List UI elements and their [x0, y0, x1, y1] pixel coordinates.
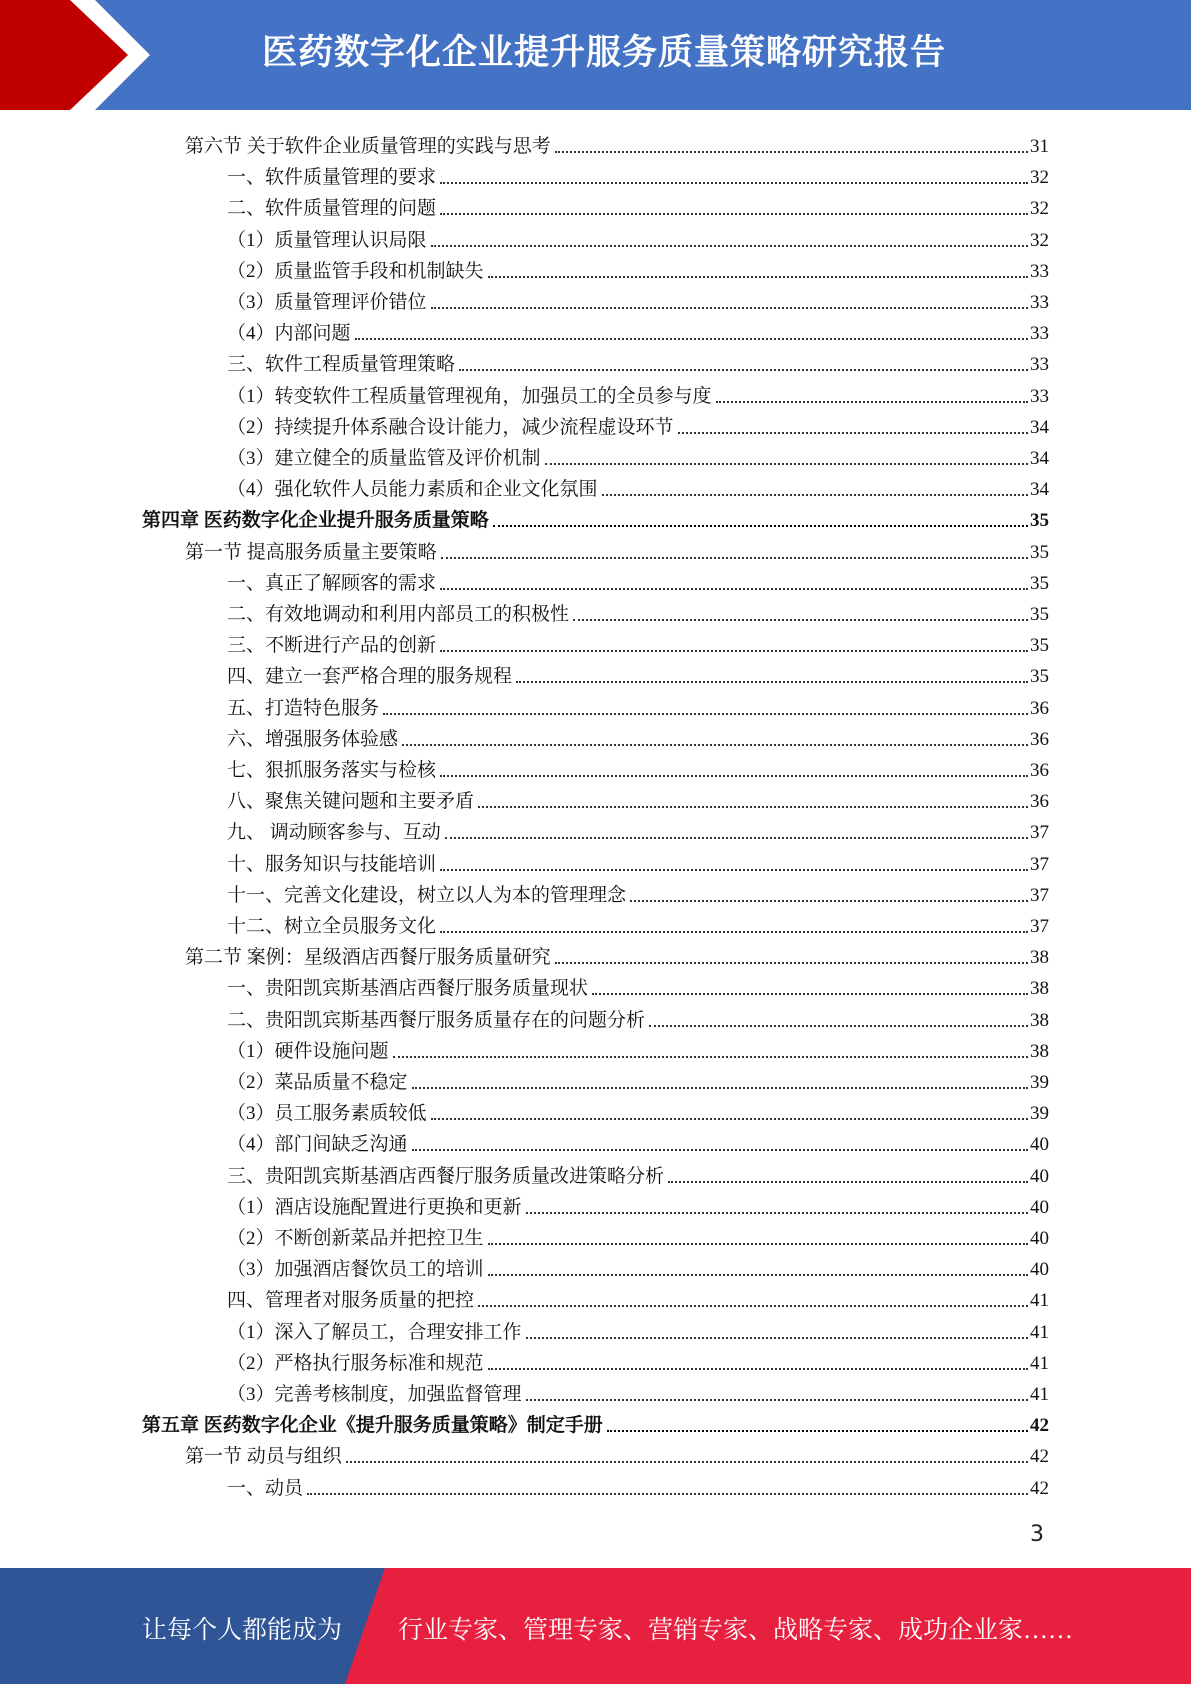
toc-entry-page: 32	[1030, 229, 1049, 251]
toc-leader-dots	[441, 557, 1028, 559]
toc-leader-dots	[440, 931, 1028, 933]
toc-leader-dots	[668, 1181, 1028, 1183]
toc-entry-title: （3）加强酒店餐饮员工的培训	[227, 1259, 484, 1281]
toc-leader-dots	[493, 525, 1028, 527]
toc-entry-title: （2）质量监管手段和机制缺失	[227, 260, 484, 282]
toc-entry-title: 七、狠抓服务落实与检核	[227, 760, 437, 781]
toc-entry-title: 第六节 关于软件企业质量管理的实践与思考	[185, 136, 551, 157]
toc-entry[interactable]	[227, 1220, 1049, 1251]
toc-entry[interactable]	[227, 253, 1049, 284]
toc-entry[interactable]	[227, 1189, 1049, 1220]
toc-entry-title: （1）硬件设施问题	[227, 1040, 389, 1062]
toc-leader-dots	[478, 1305, 1028, 1307]
toc-leader-dots	[555, 962, 1028, 964]
toc-entry-title: 十二、树立全员服务文化	[227, 916, 437, 937]
toc-entry-page: 42	[1030, 1415, 1049, 1437]
page-number: 3	[1030, 1522, 1044, 1547]
toc-entry-page: 40	[1030, 1259, 1049, 1281]
toc-entry[interactable]	[227, 1345, 1049, 1376]
toc-entry[interactable]	[227, 190, 1049, 221]
toc-entry-title: 一、真正了解顾客的需求	[227, 572, 437, 594]
toc-entry[interactable]	[227, 1033, 1049, 1064]
toc-entry-title: 三、不断进行产品的创新	[227, 635, 437, 657]
toc-entry-page: 42	[1030, 1446, 1049, 1468]
toc-leader-dots	[716, 401, 1028, 403]
toc-entry-title: 三、贵阳凯宾斯基酒店西餐厅服务质量改进策略分析	[227, 1165, 665, 1187]
toc-entry[interactable]	[185, 534, 1049, 565]
toc-entry-title: （4）强化软件人员能力素质和企业文化氛围	[227, 479, 598, 501]
toc-entry-page: 42	[1030, 1477, 1049, 1499]
toc-leader-dots	[516, 681, 1028, 683]
toc-entry-title: 第五章 医药数字化企业《提升服务质量策略》制定手册	[142, 1415, 603, 1437]
toc-entry[interactable]	[227, 565, 1049, 596]
toc-entry-page: 33	[1030, 292, 1049, 313]
toc-entry-page: 33	[1030, 385, 1049, 407]
toc-entry-page: 36	[1030, 728, 1049, 750]
toc-leader-dots	[526, 1212, 1028, 1214]
toc-entry-title: （2）严格执行服务标准和规范	[227, 1352, 484, 1374]
toc-leader-dots	[602, 494, 1028, 496]
toc-entry-page: 35	[1030, 666, 1049, 688]
toc-entry-page: 40	[1030, 1228, 1049, 1249]
toc-entry-page: 35	[1030, 604, 1049, 625]
toc-leader-dots	[346, 1461, 1028, 1463]
toc-entry[interactable]	[185, 939, 1049, 970]
toc-leader-dots	[678, 432, 1028, 434]
toc-entry-title: （3）员工服务素质较低	[227, 1103, 427, 1125]
toc-leader-dots	[445, 837, 1028, 839]
toc-entry[interactable]	[227, 908, 1049, 939]
page-header	[0, 0, 1191, 110]
toc-entry-title: 二、贵阳凯宾斯基西餐厅服务质量存在的问题分析	[227, 1009, 646, 1031]
toc-entry-title: （1）酒店设施配置进行更换和更新	[227, 1196, 522, 1218]
toc-entry-page: 34	[1030, 416, 1049, 438]
footer-slogan-left: 让每个人都能成为	[142, 1617, 343, 1644]
toc-entry[interactable]	[227, 440, 1049, 471]
toc-leader-dots	[459, 369, 1028, 371]
toc-entry-page: 33	[1030, 354, 1049, 376]
toc-entry-title: （2）不断创新菜品并把控卫生	[227, 1228, 484, 1249]
toc-entry-title: （4）部门间缺乏沟通	[227, 1134, 408, 1156]
toc-entry-page: 41	[1030, 1290, 1049, 1312]
toc-entry-title: （1）深入了解员工，合理安排工作	[227, 1321, 522, 1343]
toc-entry-title: （2）菜品质量不稳定	[227, 1072, 408, 1093]
toc-entry[interactable]	[227, 1095, 1049, 1126]
toc-entry-title: 一、动员	[227, 1477, 304, 1499]
toc-leader-dots	[431, 245, 1028, 247]
toc-leader-dots	[488, 276, 1028, 278]
toc-leader-dots	[545, 463, 1028, 465]
toc-entry-page: 33	[1030, 323, 1049, 345]
toc-entry[interactable]	[227, 1158, 1049, 1189]
toc-entry-title: 四、建立一套严格合理的服务规程	[227, 666, 513, 688]
toc-leader-dots	[307, 1493, 1028, 1495]
toc-entry-title: 五、打造特色服务	[227, 697, 380, 719]
toc-leader-dots	[592, 993, 1028, 995]
toc-entry[interactable]	[227, 658, 1049, 689]
toc-entry[interactable]	[227, 877, 1049, 908]
toc-entry[interactable]	[142, 1407, 1049, 1438]
toc-entry-page: 32	[1030, 198, 1049, 220]
toc-leader-dots	[440, 775, 1028, 777]
toc-entry[interactable]	[227, 1064, 1049, 1095]
toc-leader-dots	[488, 1274, 1028, 1276]
header-title: 医药数字化企业提升服务质量策略研究报告	[262, 33, 947, 73]
toc-leader-dots	[440, 588, 1028, 590]
toc-leader-dots	[607, 1430, 1028, 1432]
toc-entry-page: 34	[1030, 479, 1049, 501]
toc-entry[interactable]	[227, 1376, 1049, 1407]
toc-entry-title: 四、管理者对服务质量的把控	[227, 1290, 475, 1312]
toc-leader-dots	[431, 307, 1028, 309]
toc-entry[interactable]	[227, 409, 1049, 440]
toc-entry-title: （2）持续提升体系融合设计能力，减少流程虚设环节	[227, 416, 674, 438]
toc-entry-page: 39	[1030, 1072, 1049, 1093]
toc-leader-dots	[526, 1399, 1028, 1401]
toc-entry-title: 二、软件质量管理的问题	[227, 198, 437, 220]
toc-entry[interactable]	[227, 752, 1049, 783]
toc-entry-title: （1）转变软件工程质量管理视角，加强员工的全员参与度	[227, 385, 712, 407]
toc-entry-title: 六、增强服务体验感	[227, 728, 399, 750]
toc-entry[interactable]	[227, 690, 1049, 721]
toc-entry[interactable]	[227, 1251, 1049, 1282]
toc-entry[interactable]	[227, 315, 1049, 346]
toc-entry-page: 38	[1030, 1040, 1049, 1062]
toc-entry-page: 39	[1030, 1103, 1049, 1125]
toc-entry[interactable]	[227, 721, 1049, 752]
toc-entry-page: 35	[1030, 510, 1049, 532]
toc-entry[interactable]	[227, 284, 1049, 315]
toc-entry-page: 38	[1030, 978, 1049, 1000]
toc-entry[interactable]	[227, 596, 1049, 627]
toc-leader-dots	[412, 1149, 1028, 1151]
toc-entry-title: 八、聚焦关键问题和主要矛盾	[227, 791, 475, 813]
toc-entry-page: 41	[1030, 1384, 1049, 1405]
toc-entry-page: 33	[1030, 260, 1049, 282]
toc-entry-page: 35	[1030, 541, 1049, 563]
toc-leader-dots	[630, 900, 1028, 902]
toc-leader-dots	[393, 1056, 1028, 1058]
toc-entry-title: 二、有效地调动和利用内部员工的积极性	[227, 604, 570, 625]
toc-leader-dots	[526, 1337, 1028, 1339]
toc-entry-page: 41	[1030, 1352, 1049, 1374]
toc-entry-title: 十一、完善文化建设，树立以人为本的管理理念	[227, 884, 627, 906]
toc-entry-page: 36	[1030, 791, 1049, 813]
toc-leader-dots	[478, 806, 1028, 808]
toc-entry-page: 36	[1030, 697, 1049, 719]
toc-entry-page: 40	[1030, 1134, 1049, 1156]
toc-entry[interactable]	[185, 128, 1049, 159]
toc-leader-dots	[402, 744, 1028, 746]
toc-entry-page: 37	[1030, 916, 1049, 937]
toc-entry[interactable]	[227, 627, 1049, 658]
toc-leader-dots	[440, 182, 1028, 184]
page-footer	[0, 1568, 1191, 1684]
toc-entry[interactable]	[227, 378, 1049, 409]
toc-leader-dots	[488, 1368, 1028, 1370]
toc-entry-title: 第二节 案例：星级酒店西餐厅服务质量研究	[185, 947, 551, 969]
toc-entry-title: （3）完善考核制度，加强监督管理	[227, 1384, 522, 1405]
toc-entry[interactable]	[227, 783, 1049, 814]
toc-entry-title: 一、软件质量管理的要求	[227, 167, 437, 189]
toc-leader-dots	[440, 213, 1028, 215]
toc-entry[interactable]	[227, 1314, 1049, 1345]
toc-entry-title: 一、贵阳凯宾斯基酒店西餐厅服务质量现状	[227, 978, 589, 1000]
toc-entry[interactable]	[185, 1438, 1049, 1469]
toc-entry-page: 35	[1030, 572, 1049, 594]
toc-entry-page: 31	[1030, 136, 1049, 157]
toc-leader-dots	[440, 869, 1028, 871]
toc-leader-dots	[383, 713, 1028, 715]
toc-entry-page: 37	[1030, 822, 1049, 844]
toc-entry[interactable]	[142, 502, 1049, 533]
toc-entry[interactable]	[227, 1282, 1049, 1313]
toc-entry-page: 41	[1030, 1321, 1049, 1343]
toc-entry[interactable]	[227, 346, 1049, 377]
toc-leader-dots	[431, 1118, 1028, 1120]
toc-entry[interactable]	[227, 970, 1049, 1001]
toc-entry-title: 第一节 动员与组织	[185, 1446, 342, 1468]
toc-entry[interactable]	[227, 814, 1049, 845]
toc-leader-dots	[649, 1025, 1028, 1027]
toc-leader-dots	[555, 151, 1028, 153]
toc-leader-dots	[488, 1243, 1028, 1245]
toc-entry[interactable]	[227, 471, 1049, 502]
toc-entry-page: 38	[1030, 1009, 1049, 1031]
toc-entry[interactable]	[227, 159, 1049, 190]
toc-leader-dots	[355, 338, 1028, 340]
toc-entry[interactable]	[227, 222, 1049, 253]
toc-entry-page: 35	[1030, 635, 1049, 657]
toc-entry-page: 40	[1030, 1196, 1049, 1218]
toc-leader-dots	[573, 619, 1028, 621]
toc-entry-title: 第四章 医药数字化企业提升服务质量策略	[142, 510, 489, 532]
footer-slogan-right: 行业专家、管理专家、营销专家、战略专家、成功企业家……	[398, 1617, 1074, 1644]
toc-entry-page: 34	[1030, 448, 1049, 469]
toc-entry[interactable]	[227, 1126, 1049, 1157]
toc-entry-title: 九、 调动顾客参与、互动	[227, 822, 441, 844]
toc-entry-page: 32	[1030, 167, 1049, 189]
toc-entry-page: 38	[1030, 947, 1049, 969]
toc-leader-dots	[412, 1087, 1028, 1089]
toc-entry-page: 36	[1030, 760, 1049, 781]
toc-leader-dots	[440, 650, 1028, 652]
toc-entry-title: （3）质量管理评价错位	[227, 292, 427, 313]
toc-entry-page: 37	[1030, 884, 1049, 906]
toc-entry-page: 40	[1030, 1165, 1049, 1187]
toc-entry-title: 三、软件工程质量管理策略	[227, 354, 456, 376]
toc-entry-title: （3）建立健全的质量监管及评价机制	[227, 448, 541, 469]
toc-entry-page: 37	[1030, 853, 1049, 875]
toc-entry-title: 第一节 提高服务质量主要策略	[185, 541, 437, 563]
toc-entry[interactable]	[227, 1002, 1049, 1033]
toc-entry-title: 十、服务知识与技能培训	[227, 853, 437, 875]
toc-entry[interactable]	[227, 1470, 1049, 1501]
toc-entry-title: （1）质量管理认识局限	[227, 229, 427, 251]
toc-entry-title: （4）内部问题	[227, 323, 351, 345]
toc-entry[interactable]	[227, 846, 1049, 877]
